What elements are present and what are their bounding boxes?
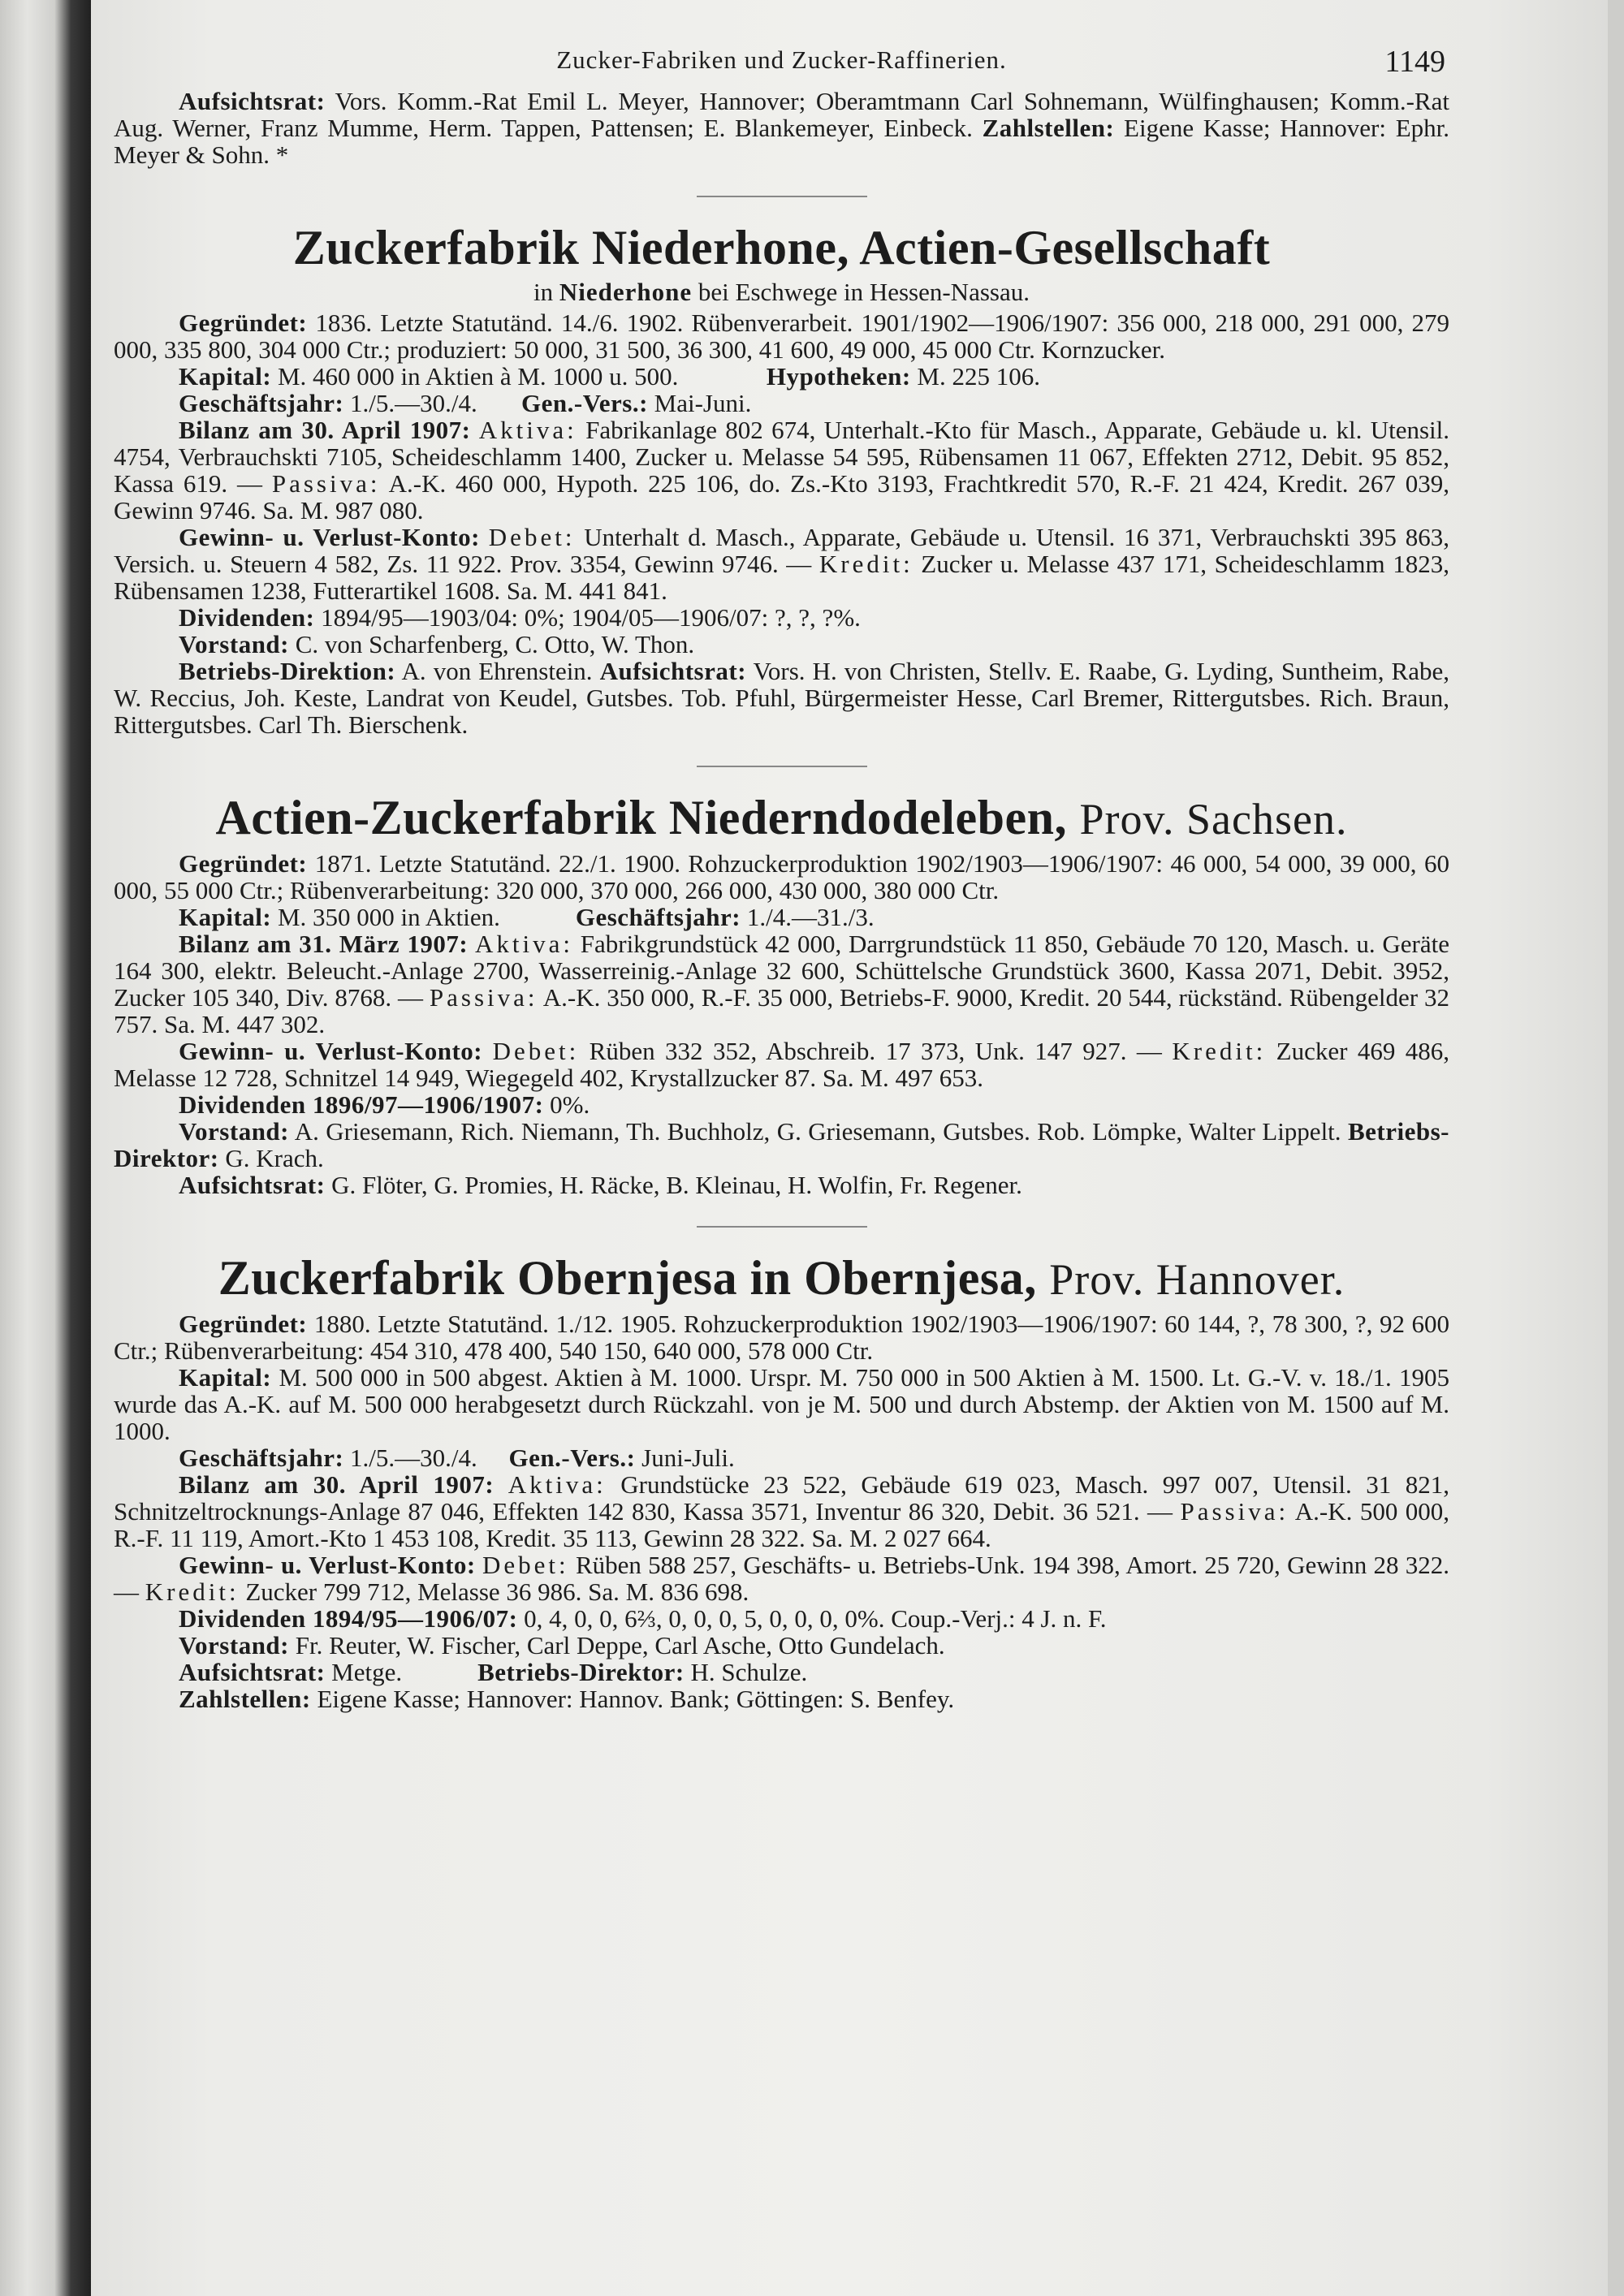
vorstand-text: C. von Scharfenberg, C. Otto, W. Thon. [295, 630, 695, 658]
separator-rule [697, 766, 867, 767]
guv-label: Gewinn- u. Verlust-Konto: [179, 1037, 483, 1065]
bilanz-label: Bilanz am 31. März 1907: [179, 930, 469, 958]
dividenden-text: 1894/95—1903/04: 0%; 1904/05—1906/07: ?, ?, ?%. [321, 603, 861, 632]
kredit-label: Kredit: [145, 1577, 240, 1606]
aufsichtsrat-text: Vors. Komm.-Rat Emil L. Meyer, Hannover; Oberamtmann Carl Sohnemann, Wülfinghausen; Komm.-Rat Aug. Werner, Franz Mumme, Herm. Tappen, Pattensen; E. Blankemeyer, Einbeck. [114, 87, 1449, 142]
kredit-text: Zucker 799 712, Melasse 36 986. Sa. M. 836 698. [245, 1577, 749, 1606]
gegruendet-paragraph [114, 1310, 1449, 1364]
entry-obernjesa [114, 1250, 1449, 1712]
kapital-paragraph [114, 1364, 1449, 1444]
hypotheken-label: Hypotheken: [766, 362, 911, 391]
gegruendet-label: Gegründet: [179, 849, 308, 878]
entry-title-name: Zuckerfabrik Obernjesa in Obernjesa, [218, 1251, 1037, 1305]
direktion-text: A. von Ehrenstein. [401, 657, 593, 685]
gegruendet-text: 1871. Letzte Statutänd. 22./1. 1900. Rohzuckerproduktion 1902/1903—1906/1907: 46 000, 54 000, 39 000, 60 000, 55 000 Ctr.; Rübenverarbeitung: 320 000, 370 000, 266 000, 430 000, 380 000 Ctr. [114, 849, 1449, 904]
guv-label: Gewinn- u. Verlust-Konto: [179, 523, 480, 551]
entry-title-name: Actien-Zuckerfabrik Niederndodeleben, [215, 791, 1067, 844]
gegruendet-paragraph [114, 309, 1449, 363]
kapital-label: Kapital: [179, 903, 272, 931]
vorstand-label: Vorstand: [179, 630, 289, 658]
aufsichtsrat-paragraph [114, 1659, 1449, 1685]
bilanz-paragraph [114, 1471, 1449, 1552]
gegruendet-paragraph [114, 850, 1449, 904]
direktor-label: Betriebs-Direktor: [477, 1658, 685, 1686]
direktor-text: G. Krach. [225, 1144, 324, 1172]
entry-niederhone [114, 220, 1449, 738]
separator-rule [697, 1226, 867, 1228]
page-edge [1608, 0, 1624, 2296]
passiva-label: Passiva: [429, 983, 538, 1012]
kredit-label: Kredit: [818, 550, 914, 578]
aufsichtsrat-label: Aufsichtsrat: [599, 657, 747, 685]
kredit-label: Kredit: [1172, 1037, 1267, 1065]
passiva-label: Passiva: [1180, 1497, 1289, 1526]
aktiva-text: Fabrikanlage 802 674, Unterhalt.-Kto für Masch., Apparate, Gebäude u. kl. Utensil. 4754, Verbrauchskti 7105, Scheideschlamm 1400, Zucker u. Melasse 54 595, Rübensamen 11 067, Effekten 2712, Debit. 95 852, Kassa 619. — [114, 416, 1450, 498]
aufsichtsrat-text: G. Flöter, G. Promies, H. Räcke, B. Kleinau, H. Wolfin, Fr. Regener. [331, 1171, 1022, 1199]
subtitle-place: Niederhone [559, 278, 693, 306]
kredit-text: Zucker 469 486, Melasse 12 728, Schnitzel 14 949, Wiegegeld 402, Krystallzucker 87. Sa. M. 497 653. [114, 1037, 1450, 1092]
direktion-label: Betriebs-Direktion: [179, 657, 396, 685]
aufsichtsrat-text: Vors. H. von Christen, Stellv. E. Raabe, G. Lyding, Suntheim, Rabe, W. Reccius, Joh. Keste, Landrat von Keudel, Gutsbes. Tob. Pfuhl, Bürgermeister Hesse, Carl Bremer, Rittergutsbes. Rich. Braun, Rittergutsbes. Carl Th. Bierschenk. [114, 657, 1449, 739]
gegruendet-text: 1836. Letzte Statutänd. 14./6. 1902. Rübenverarbeit. 1901/1902—1906/1907: 356 000, 218 000, 291 000, 279 000, 335 800, 304 000 Ctr.; produziert: 50 000, 31 500, 36 300, 41 600, 49 000, 45 000 Ctr. Kornzucker. [114, 309, 1450, 364]
entry-title [114, 790, 1449, 847]
prev-entry-aufsichtsrat [114, 88, 1449, 168]
bilanz-label: Bilanz am 30. April 1907: [179, 416, 471, 444]
aktiva-text: Grundstücke 23 522, Gebäude 619 023, Masch. 997 007, Utensil. 31 821, Schnitzeltrocknungs-Anlage 87 046, Effekten 142 830, Kassa 3571, Inventur 86 320, Debit. 36 521. — [114, 1470, 1450, 1526]
bilanz-paragraph [114, 930, 1449, 1038]
running-title: Zucker-Fabriken und Zucker-Raffinerien. [556, 45, 1007, 74]
bilanz-label: Bilanz am 30. April 1907: [179, 1470, 495, 1499]
guv-label: Gewinn- u. Verlust-Konto: [179, 1551, 476, 1579]
dividenden-text: 0%. [550, 1090, 590, 1119]
entry-subtitle [114, 278, 1449, 306]
guv-paragraph [114, 1038, 1449, 1091]
gegruendet-text: 1880. Letzte Statutänd. 1./12. 1905. Rohzuckerproduktion 1902/1903—1906/1907: 60 144, ?, 78 300, ?, 92 600 Ctr.; Rübenverarbeitung: 454 310, 478 400, 540 150, 640 000, 578 000 Ctr. [114, 1310, 1449, 1365]
separator-rule [697, 196, 867, 197]
vorstand-paragraph [114, 631, 1449, 658]
dividenden-text: 0, 4, 0, 0, 6⅔, 0, 0, 0, 5, 0, 0, 0, 0%. Coup.-Verj.: 4 J. n. F. [524, 1604, 1107, 1633]
debet-label: Debet: [482, 1551, 569, 1579]
page-number: 1149 [1384, 45, 1445, 79]
aktiva-text: Fabrikgrundstück 42 000, Darrgrundstück 11 850, Gebäude 70 120, Masch. u. Geräte 164 300, elektr. Beleucht.-Anlage 2700, Wasserreinig.-Anlage 32 600, Schüttelsche Grundstück 3600, Kassa 2071, Debit. 3952, Zucker 105 340, Div. 8768. — [114, 930, 1450, 1012]
dividenden-label: Dividenden 1894/95—1906/07: [179, 1604, 518, 1633]
gegruendet-label: Gegründet: [179, 1310, 308, 1338]
kapital-text: M. 350 000 in Aktien. [277, 903, 500, 931]
direktor-label: Betriebs-Direktor: [114, 1117, 1449, 1172]
zahlstellen-text: Eigene Kasse; Hannover: Hannov. Bank; Göttingen: S. Benfey. [317, 1685, 955, 1713]
geschaeftsjahr-text: 1./5.—30./4. [350, 1444, 477, 1472]
kapital-paragraph [114, 363, 1449, 390]
geschaeftsjahr-paragraph [114, 390, 1449, 416]
zahlstellen-label: Zahlstellen: [982, 114, 1115, 142]
gen-vers-label: Gen.-Vers.: [521, 389, 648, 417]
vorstand-text: Fr. Reuter, W. Fischer, Carl Deppe, Carl Asche, Otto Gundelach. [295, 1631, 945, 1659]
aktiva-label: Aktiva: [508, 1470, 607, 1499]
gen-vers-text: Mai-Juni. [654, 389, 752, 417]
kapital-paragraph [114, 904, 1449, 930]
vorstand-label: Vorstand: [179, 1631, 289, 1659]
geschaeftsjahr-paragraph [114, 1444, 1449, 1471]
entry-niederndodeleben [114, 790, 1449, 1198]
dividenden-label: Dividenden: [179, 603, 315, 632]
entry-title: Zuckerfabrik Niederhone, Actien-Gesellschaft [292, 221, 1271, 274]
geschaeftsjahr-text: 1./5.—30./4. [350, 389, 477, 417]
zahlstellen-label: Zahlstellen: [179, 1685, 311, 1713]
debet-label: Debet: [488, 523, 576, 551]
debet-text: Rüben 332 352, Abschreib. 17 373, Unk. 147 927. — [589, 1037, 1162, 1065]
geschaeftsjahr-label: Geschäftsjahr: [179, 389, 344, 417]
gegruendet-label: Gegründet: [179, 309, 308, 337]
passiva-text: A.-K. 460 000, Hypoth. 225 106, do. Zs.-Kto 3193, Frachtkredit 570, R.-F. 21 424, Kredit. 267 039, Gewinn 9746. Sa. M. 987 080. [114, 469, 1449, 524]
page-content [114, 31, 1449, 1712]
direktor-text: H. Schulze. [690, 1658, 808, 1686]
bilanz-paragraph [114, 416, 1449, 524]
direktion-paragraph [114, 658, 1449, 738]
vorstand-paragraph [114, 1632, 1449, 1659]
kredit-text: Zucker u. Melasse 437 171, Scheideschlamm 1823, Rübensamen 1238, Futterartikel 1608. Sa. M. 441 841. [114, 550, 1449, 605]
book-spine [0, 0, 91, 2296]
entry-title-location: Prov. Sachsen. [1079, 795, 1348, 844]
kapital-text: M. 460 000 in Aktien à M. 1000 u. 500. [277, 362, 679, 391]
vorstand-text: A. Griesemann, Rich. Niemann, Th. Buchholz, G. Griesemann, Gutsbes. Rob. Lömpke, Walter Lippelt. [294, 1117, 1341, 1146]
subtitle-prefix: in [533, 278, 554, 306]
debet-text: Unterhalt d. Masch., Apparate, Gebäude u. Utensil. 16 371, Verbrauchskti 395 863, Versich. u. Steuern 4 582, Zs. 11 922. Prov. 3354, Gewinn 9746. — [114, 523, 1450, 578]
aufsichtsrat-label: Aufsichtsrat: [179, 87, 326, 115]
dividenden-label: Dividenden 1896/97—1906/1907: [179, 1090, 544, 1119]
geschaeftsjahr-label: Geschäftsjahr: [575, 903, 741, 931]
guv-paragraph [114, 524, 1449, 604]
dividenden-paragraph [114, 1091, 1449, 1118]
running-head [114, 31, 1449, 88]
kapital-label: Kapital: [179, 1363, 272, 1392]
aktiva-label: Aktiva: [474, 930, 573, 958]
subtitle-suffix: bei Eschwege in Hessen-Nassau. [698, 278, 1030, 306]
passiva-label: Passiva: [271, 469, 381, 498]
dividenden-paragraph [114, 604, 1449, 631]
kapital-label: Kapital: [179, 362, 272, 391]
passiva-text: A.-K. 350 000, R.-F. 35 000, Betriebs-F. 9000, Kredit. 20 544, rückständ. Rübengelder 32 757. Sa. M. 447 302. [114, 983, 1450, 1038]
geschaeftsjahr-text: 1./4.—31./3. [746, 903, 875, 931]
zahlstellen-paragraph [114, 1685, 1449, 1712]
aufsichtsrat-paragraph [114, 1172, 1449, 1198]
vorstand-paragraph [114, 1118, 1449, 1172]
gen-vers-text: Juni-Juli. [641, 1444, 735, 1472]
aktiva-label: Aktiva: [478, 416, 577, 444]
entry-title-location: Prov. Hannover. [1049, 1255, 1345, 1304]
geschaeftsjahr-label: Geschäftsjahr: [179, 1444, 344, 1472]
kapital-text: M. 500 000 in 500 abgest. Aktien à M. 1000. Urspr. M. 750 000 in 500 Aktien à M. 1500. Lt. G.-V. v. 18./1. 1905 wurde das A.-K. auf M. 500 000 herabgesetzt durch Rückzahl. von je M. 500 und durch Abstemp. der Aktien von M. 1500 auf M. 1000. [114, 1363, 1450, 1445]
passiva-text: A.-K. 500 000, R.-F. 11 119, Amort.-Kto 1 453 108, Kredit. 35 113, Gewinn 28 322. Sa. M. 2 027 664. [114, 1497, 1449, 1552]
guv-paragraph [114, 1552, 1449, 1605]
zahlstellen-text: Eigene Kasse; Hannover: Ephr. Meyer & Sohn. * [114, 114, 1450, 169]
aufsichtsrat-label: Aufsichtsrat: [179, 1658, 326, 1686]
entry-title [114, 1250, 1449, 1307]
debet-label: Debet: [492, 1037, 580, 1065]
aufsichtsrat-text: Metge. [331, 1658, 403, 1686]
aufsichtsrat-label: Aufsichtsrat: [179, 1171, 326, 1199]
gen-vers-label: Gen.-Vers.: [508, 1444, 636, 1472]
vorstand-label: Vorstand: [179, 1117, 289, 1146]
debet-text: Rüben 588 257, Geschäfts- u. Betriebs-Unk. 194 398, Amort. 25 720, Gewinn 28 322. — [114, 1551, 1449, 1606]
hypotheken-text: M. 225 106. [917, 362, 1040, 391]
dividenden-paragraph [114, 1605, 1449, 1632]
